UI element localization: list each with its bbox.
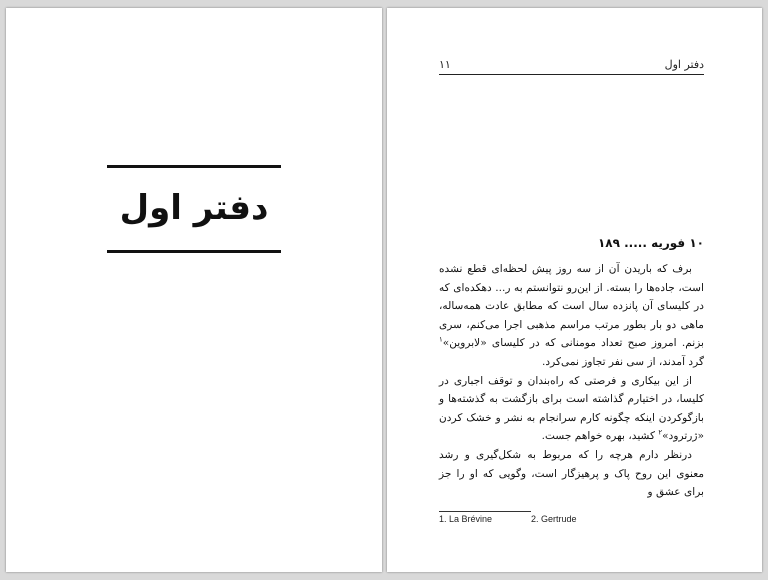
paragraph-text: گرد آمدند، از سی نفر تجاوز نمی‌کرد.	[542, 355, 704, 368]
paragraph-text: درنظر دارم هرچه را که مربوط به شکل‌گیری و رشد معنوی این روح پاک و پرهیزگار است، وگویی که او را جز برای عشق و	[439, 448, 704, 499]
running-header-title: دفتر اول	[664, 58, 704, 71]
paragraph-text: از این بیکاری و فرصتی که راه‌بندان و توقف اجباری در کلیسا، در اختیارم گذاشته است برای بازگشت به گذشته‌ها و بازگوکردن اینکه چگونه کارم سرانجام به نشر و خشک کردن «ژرترود»	[439, 374, 704, 443]
left-page	[6, 8, 382, 572]
paragraph	[439, 260, 704, 372]
footnote-2: 2. Gertrude	[531, 514, 577, 524]
footnote-rule	[439, 511, 531, 512]
chapter-title: دفتر اول	[119, 188, 269, 228]
body-text	[439, 260, 704, 502]
paragraph-text: برف که باریدن آن از سه روز پیش لحظه‌ای قطع نشده است، جاده‌ها را بسته. از این‌رو نتوانستم به ر... دهکده‌ای که در کلیسای آن پانزده سال است که مطابق عادت همه‌ساله، ماهی دو بار بطور مرتب مراسم مذهبی اجرا می‌کنم، سری بزنم. امروز صبح تعداد مومنانی که در کلیسای «لابروین»	[439, 263, 704, 350]
entry-date: ۱۰ فوریه ..... ۱۸۹	[597, 236, 704, 250]
title-rule-bottom	[107, 250, 281, 253]
page-number: ۱۱	[439, 58, 451, 71]
title-rule-top	[107, 165, 281, 168]
paragraph	[439, 372, 704, 446]
footnote-marker: ۱	[439, 335, 443, 344]
running-header	[439, 58, 704, 75]
footnote-1: 1. La Brévine	[439, 514, 493, 524]
right-page	[387, 8, 762, 572]
footnote-marker: ۲	[658, 428, 663, 437]
paragraph	[439, 446, 704, 502]
paragraph-text: کشید، بهره خواهم جست.	[541, 430, 659, 443]
